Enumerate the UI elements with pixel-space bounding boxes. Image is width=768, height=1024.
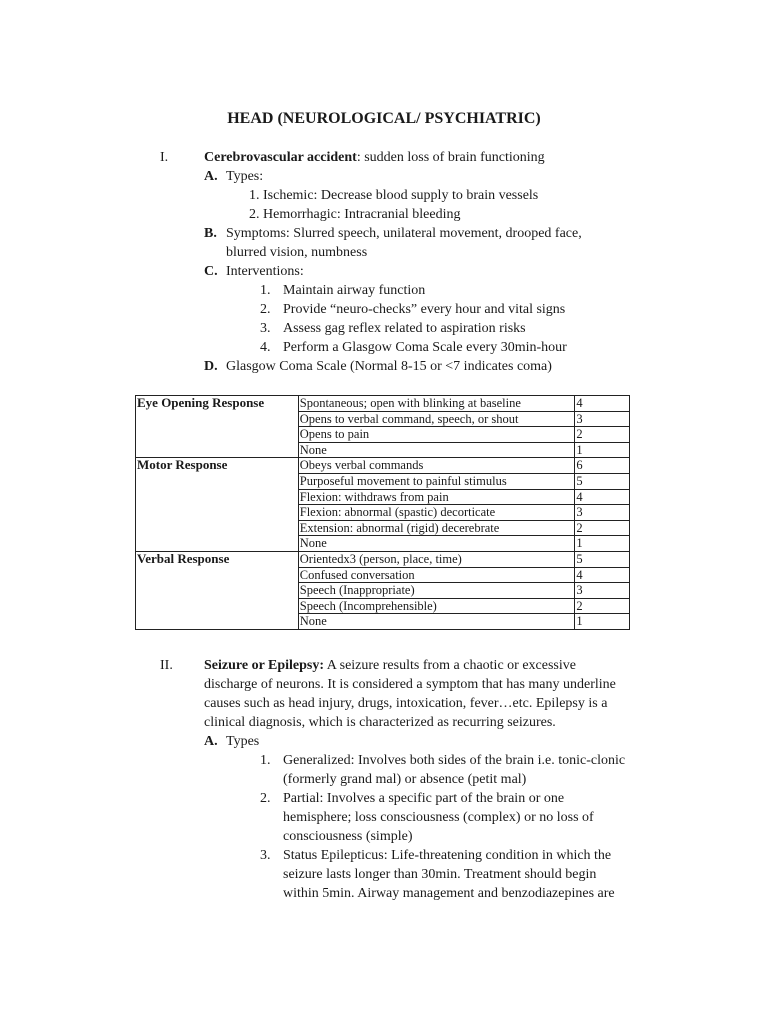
table-cell-description: Extension: abnormal (rigid) decerebrate (298, 520, 575, 536)
table-row (136, 411, 630, 427)
seizure-type-2-line-1: Partial: Involves a specific part of the brain or one (283, 791, 565, 806)
table-cell-score: 4 (575, 489, 630, 505)
section-2-numeral: II. (160, 658, 173, 673)
item-a-letter: A. (204, 169, 218, 184)
intervention-2-text: Provide “neuro-checks” every hour and vital signs (283, 302, 566, 317)
table-row (136, 567, 630, 583)
table-cell-score: 1 (575, 536, 630, 552)
table-cell-description: Confused conversation (298, 567, 575, 583)
table-cell-description: Speech (Incomprehensible) (298, 598, 575, 614)
table-cell-empty (136, 505, 299, 521)
table-cell-score: 1 (575, 442, 630, 458)
item-d-letter: D. (204, 359, 218, 374)
table-cell-empty (136, 583, 299, 599)
table-row (136, 505, 630, 521)
cva-type-1: 1. Ischemic: Decrease blood supply to brain vessels (249, 188, 539, 203)
cva-type-2: 2. Hemorrhagic: Intracranial bleeding (249, 207, 461, 222)
table-row (136, 489, 630, 505)
table-cell-empty (136, 536, 299, 552)
intervention-1-num: 1. (260, 283, 271, 298)
table-cell-description: Obeys verbal commands (298, 458, 575, 474)
glasgow-coma-scale-table (135, 395, 630, 630)
table-cell-empty (136, 427, 299, 443)
section-2-heading: Seizure or Epilepsy: (204, 658, 325, 673)
table-cell-empty (136, 520, 299, 536)
table-row (136, 473, 630, 489)
section-2-paragraph-line-4: clinical diagnosis, which is characterized as recurring seizures. (204, 715, 556, 730)
table-row (136, 551, 630, 567)
seizure-type-3-num: 3. (260, 848, 271, 863)
table-cell-description: Opens to pain (298, 427, 575, 443)
item-a-text: Types: (226, 169, 264, 184)
table-cell-description: Opens to verbal command, speech, or shout (298, 411, 575, 427)
section-1-heading: Cerebrovascular accident (204, 150, 357, 165)
motor-response-label: Motor Response (136, 458, 299, 474)
verbal-response-label: Verbal Response (136, 551, 299, 567)
table-row (136, 458, 630, 474)
table-cell-empty (136, 598, 299, 614)
intervention-4-text: Perform a Glasgow Coma Scale every 30min-hour (283, 340, 567, 355)
section-2-paragraph-line-2: discharge of neurons. It is considered a symptom that has many underline (204, 677, 616, 692)
table-cell-description: Purposeful movement to painful stimulus (298, 473, 575, 489)
section-2-paragraph-line-1: A seizure results from a chaotic or excessive (326, 658, 576, 673)
item-c-text: Interventions: (226, 264, 304, 279)
seizure-type-3-line-3: within 5min. Airway management and benzodiazepines are (283, 886, 615, 901)
seizure-type-2-line-3: consciousness (simple) (283, 829, 413, 844)
table-cell-description: Flexion: abnormal (spastic) decorticate (298, 505, 575, 521)
seizure-type-3-line-2: seizure lasts longer than 30min. Treatment should begin (283, 867, 597, 882)
item-c-letter: C. (204, 264, 218, 279)
table-cell-score: 3 (575, 505, 630, 521)
seizure-type-1-num: 1. (260, 753, 271, 768)
table-cell-empty (136, 442, 299, 458)
seizure-type-1-line-2: (formerly grand mal) or absence (petit mal) (283, 772, 527, 787)
table-cell-empty (136, 567, 299, 583)
table-row (136, 442, 630, 458)
table-cell-description: Flexion: withdraws from pain (298, 489, 575, 505)
section-1-heading-rest: : sudden loss of brain functioning (356, 150, 545, 165)
table-cell-score: 5 (575, 551, 630, 567)
intervention-1-text: Maintain airway function (283, 283, 426, 298)
table-cell-description: None (298, 536, 575, 552)
page-title: HEAD (NEUROLOGICAL/ PSYCHIATRIC) (227, 110, 541, 127)
intervention-3-text: Assess gag reflex related to aspiration risks (283, 321, 526, 336)
table-cell-empty (136, 411, 299, 427)
section-2-paragraph-line-3: causes such as head injury, drugs, intoxication, fever…etc. Epilepsy is a (204, 696, 608, 711)
symptoms-line-2: blurred vision, numbness (226, 245, 368, 260)
section-2-item-a-letter: A. (204, 734, 218, 749)
table-cell-description: Orientedx3 (person, place, time) (298, 551, 575, 567)
table-row (136, 614, 630, 630)
item-d-text: Glasgow Coma Scale (Normal 8-15 or <7 indicates coma) (226, 359, 552, 374)
table-cell-description: Speech (Inappropriate) (298, 583, 575, 599)
intervention-3-num: 3. (260, 321, 271, 336)
item-b-letter: B. (204, 226, 217, 241)
section-2-heading-line (204, 656, 576, 675)
table-cell-score: 2 (575, 427, 630, 443)
seizure-type-2-num: 2. (260, 791, 271, 806)
table-cell-description: None (298, 614, 575, 630)
section-1-numeral: I. (160, 150, 169, 165)
table-cell-score: 1 (575, 614, 630, 630)
table-cell-description: Spontaneous; open with blinking at baseline (298, 396, 575, 412)
table-row (136, 396, 630, 412)
table-cell-score: 2 (575, 520, 630, 536)
table-row (136, 520, 630, 536)
table-cell-score: 2 (575, 598, 630, 614)
intervention-4-num: 4. (260, 340, 271, 355)
table-cell-empty (136, 473, 299, 489)
table-row (136, 583, 630, 599)
symptoms-line-1: Symptoms: Slurred speech, unilateral movement, drooped face, (226, 226, 582, 241)
seizure-type-2-line-2: hemisphere; loss consciousness (complex) or no loss of (283, 810, 594, 825)
table-cell-score: 4 (575, 567, 630, 583)
table-cell-score: 4 (575, 396, 630, 412)
table-cell-empty (136, 614, 299, 630)
table-cell-score: 6 (575, 458, 630, 474)
table-cell-score: 3 (575, 583, 630, 599)
table-cell-score: 3 (575, 411, 630, 427)
table-cell-description: None (298, 442, 575, 458)
table-row (136, 536, 630, 552)
table-row (136, 598, 630, 614)
intervention-2-num: 2. (260, 302, 271, 317)
section-1-heading-line (204, 148, 545, 167)
section-2-item-a-text: Types (226, 734, 260, 749)
table-cell-score: 5 (575, 473, 630, 489)
table-cell-empty (136, 489, 299, 505)
eye-response-label: Eye Opening Response (136, 396, 299, 412)
table-row (136, 427, 630, 443)
seizure-type-1-line-1: Generalized: Involves both sides of the brain i.e. tonic-clonic (283, 753, 626, 768)
seizure-type-3-line-1: Status Epilepticus: Life-threatening condition in which the (283, 848, 612, 863)
